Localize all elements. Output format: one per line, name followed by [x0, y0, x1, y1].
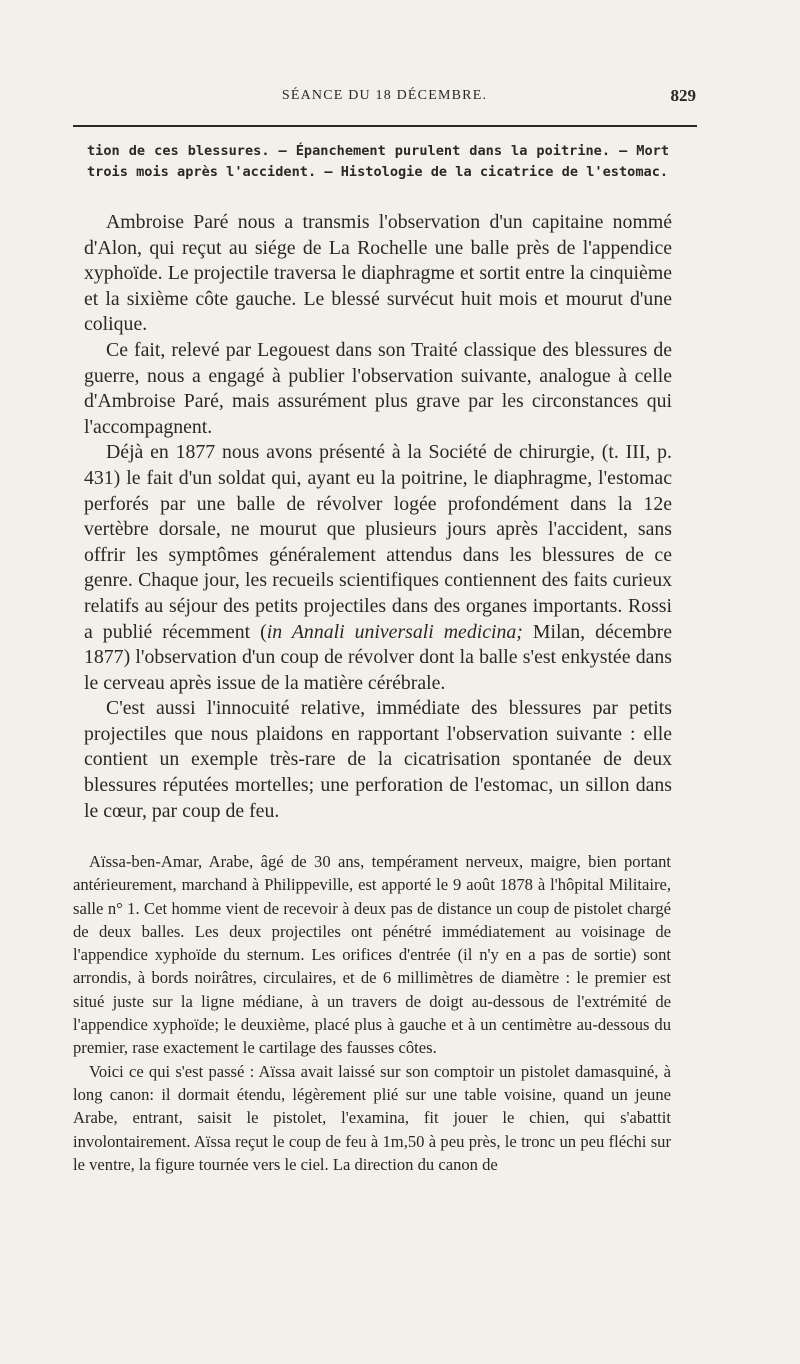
- body-paragraph-3-start: Déjà en 1877 nous avons présenté à la Société de chirurgie, (t. III, p. 431) le fait d'un soldat qui, ayant eu la poitrine, le diaphragme, l'estomac perforés par une balle de révolver logée profondément dans la 12e vertèbre dorsale, ne mourut que plusieurs jours après l'accident, sans offrir les symptômes généralement attendus dans les blessures de ce genre. Chaque jour, les recueils scientifiques contiennent des faits curieux relatifs au séjour des petits projectiles dans des organes importants. Rossi a publié récemment (: [84, 441, 672, 643]
- body-paragraph-2: Ce fait, relevé par Legouest dans son Traité classique des blessures de guerre, nous a engagé à publier l'observation suivante, analogue à celle d'Ambroise Paré, mais assurément plus grave par les circonstances qui l'accompagnent.: [84, 338, 672, 438]
- case-paragraph-1: Aïssa-ben-Amar, Arabe, âgé de 30 ans, tempérament nerveux, maigre, bien portant antérieurement, marchand à Philippeville, est apporté le 9 août 1878 à l'hôpital Militaire, salle n° 1. Cet homme vient de recevoir à deux pas de distance un coup de pistolet chargé de deux balles. Les deux projectiles ont pénétré immédiatement au voisinage de l'appendice xyphoïde du sternum. Les orifices d'entrée (il n'y en a pas de sortie) sont arrondis, à bords noirâtres, circulaires, et de 6 millimètres de diamètre : le premier est situé juste sur la ligne médiane, à un travers de doigt au-dessous de l'extrémité de l'appendice xyphoïde; le deuxième, placé plus à gauche et à un centimètre au-dessous du premier, rase exactement le cartilage des fausses côtes.: [73, 852, 671, 1058]
- section-abstract: tion de ces blessures. — Épanchement purulent dans la poitrine. — Mort trois mois après l'accident. — Histologie de la cicatrice de l'estomac.: [87, 143, 669, 180]
- body-paragraph-1: Ambroise Paré nous a transmis l'observation d'un capitaine nommé d'Alon, qui reçut au siége de La Rochelle une balle près de l'appendice xyphoïde. Le projectile traversa le diaphragme et sortit entre la cinquième et la sixième côte gauche. Le blessé survécut huit mois et mourut d'une colique.: [84, 211, 672, 336]
- body-paragraph-3-end: Milan, décembre 1877) l'observation d'un coup de révolver dont la balle s'est enkystée dans le cerveau après issue de la matière cérébrale.: [84, 620, 673, 694]
- main-text: [84, 210, 672, 824]
- running-head-title: SÉANCE DU 18 DÉCEMBRE.: [281, 88, 488, 103]
- header-rule: [73, 125, 697, 127]
- running-head: [73, 88, 696, 110]
- page-number: 829: [670, 86, 696, 105]
- body-paragraph-4: C'est aussi l'innocuité relative, immédiate des blessures par petits projectiles que nous plaidons en rapportant l'observation suivante : elle contient un exemple très-rare de la cicatrisation spontanée de deux blessures réputées mortelles; une perforation de l'estomac, un sillon dans le cœur, par coup de feu.: [84, 697, 672, 822]
- case-report: [73, 850, 671, 1176]
- case-paragraph-2: Voici ce qui s'est passé : Aïssa avait laissé sur son comptoir un pistolet damasquiné, à long canon: il dormait étendu, légèrement plié sur une table voisine, quand un jeune Arabe, entrant, saisit le pistolet, l'examina, fit jouer le chien, qui s'abattit involontairement. Aïssa reçut le coup de feu à 1m,50 à peu près, le tronc un peu fléchi sur le ventre, la figure tournée vers le ciel. La direction du canon de: [73, 1061, 671, 1174]
- journal-citation: in Annali universali medicina;: [266, 620, 523, 643]
- body-paragraph-3: [84, 440, 672, 696]
